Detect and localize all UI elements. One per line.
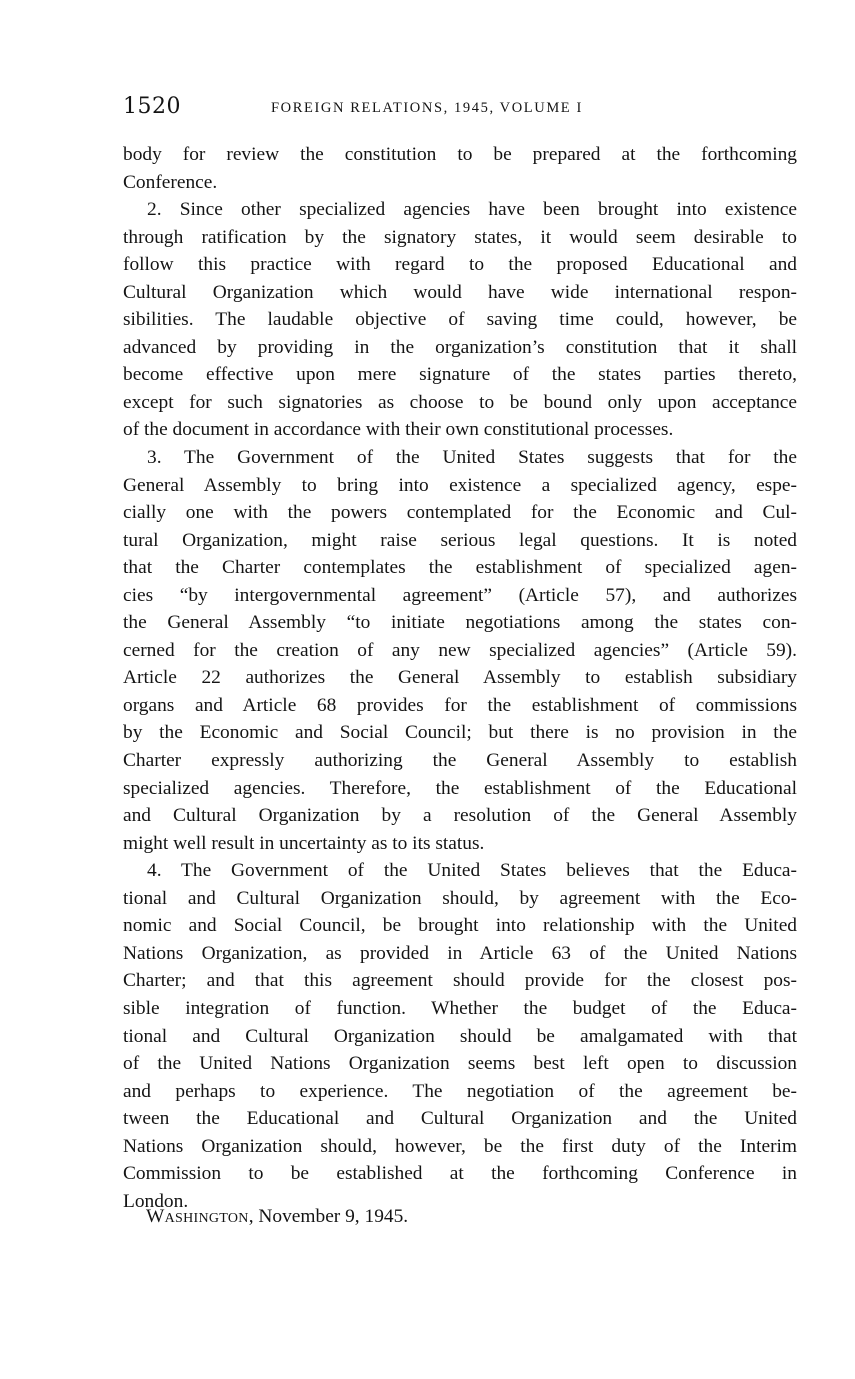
text-line: London.	[123, 1190, 189, 1212]
text-line: of the United Nations Organization seems best left open to discussion	[123, 1053, 797, 1075]
text-line: Nations Organization, as provided in Article 63 of the United Nations	[123, 942, 797, 964]
text-line: sible integration of function. Whether the budget of the Educa-	[123, 997, 797, 1019]
text-line: tween the Educational and Cultural Organization and the United	[123, 1108, 797, 1130]
text-line: Charter; and that this agreement should provide for the closest pos-	[123, 970, 797, 992]
text-line: cerned for the creation of any new specialized agencies” (Article 59).	[123, 639, 797, 661]
text-line: General Assembly to bring into existence a specialized agency, espe-	[123, 474, 797, 496]
text-line: tional and Cultural Organization should, by agreement with the Eco-	[123, 887, 797, 909]
text-line: organs and Article 68 provides for the establishment of commissions	[123, 694, 797, 716]
paragraph-3-first-line: 3. The Government of the United States suggests that for the	[147, 447, 797, 469]
signature-date: , November 9, 1945.	[248, 1206, 409, 1227]
text-line: tural Organization, might raise serious legal questions. It is noted	[123, 529, 797, 551]
text-line: that the Charter contemplates the establishment of specialized agen-	[123, 557, 797, 579]
body-text	[123, 141, 797, 1215]
text-line: body for review the constitution to be prepared at the forthcoming	[123, 144, 797, 165]
text-line: by the Economic and Social Council; but there is no provision in the	[123, 722, 797, 744]
text-line: follow this practice with regard to the proposed Educational and	[123, 254, 797, 276]
text-line: tional and Cultural Organization should be amalgamated with that	[123, 1025, 797, 1047]
page-number: 1520	[123, 94, 181, 119]
text-line: Article 22 authorizes the General Assembly to establish subsidiary	[123, 667, 797, 689]
text-line: might well result in uncertainty as to its status.	[123, 832, 485, 854]
text-line: Nations Organization should, however, be the first duty of the Interim	[123, 1135, 797, 1157]
text-line: advanced by providing in the organization’s constitution that it shall	[123, 336, 797, 358]
text-line: of the document in accordance with their own constitutional processes.	[123, 419, 674, 441]
text-line: Commission to be established at the forthcoming Conference in	[123, 1163, 797, 1185]
text-line: cially one with the powers contemplated for the Economic and Cul-	[123, 502, 797, 524]
text-line: become effective upon mere signature of the states parties thereto,	[123, 364, 797, 386]
text-line: Cultural Organization which would have wide international respon-	[123, 281, 797, 303]
text-line: the General Assembly “to initiate negotiations among the states con-	[123, 612, 797, 634]
running-head	[123, 93, 797, 125]
text-line: Conference.	[123, 171, 218, 193]
text-line: Charter expressly authorizing the General Assembly to establish	[123, 750, 797, 772]
signature-line	[146, 1203, 408, 1230]
text-line: sibilities. The laudable objective of saving time could, however, be	[123, 309, 797, 331]
text-line: nomic and Social Council, be brought into relationship with the United	[123, 915, 797, 937]
text-line: cies “by intergovernmental agreement” (Article 57), and authorizes	[123, 584, 797, 606]
signature-place: Washington	[146, 1206, 249, 1227]
paragraph-2-first-line: 2. Since other specialized agencies have been brought into existence	[147, 199, 797, 221]
text-line: and Cultural Organization by a resolution of the General Assembly	[123, 805, 797, 827]
text-line: and perhaps to experience. The negotiation of the agreement be-	[123, 1080, 797, 1102]
running-head-title: FOREIGN RELATIONS, 1945, VOLUME I	[271, 100, 583, 116]
text-line: except for such signatories as choose to be bound only upon acceptance	[123, 391, 797, 413]
text-line: through ratification by the signatory states, it would seem desirable to	[123, 226, 797, 248]
text-line: specialized agencies. Therefore, the establishment of the Educational	[123, 777, 797, 799]
paragraph-4-first-line: 4. The Government of the United States believes that the Educa-	[147, 860, 797, 882]
